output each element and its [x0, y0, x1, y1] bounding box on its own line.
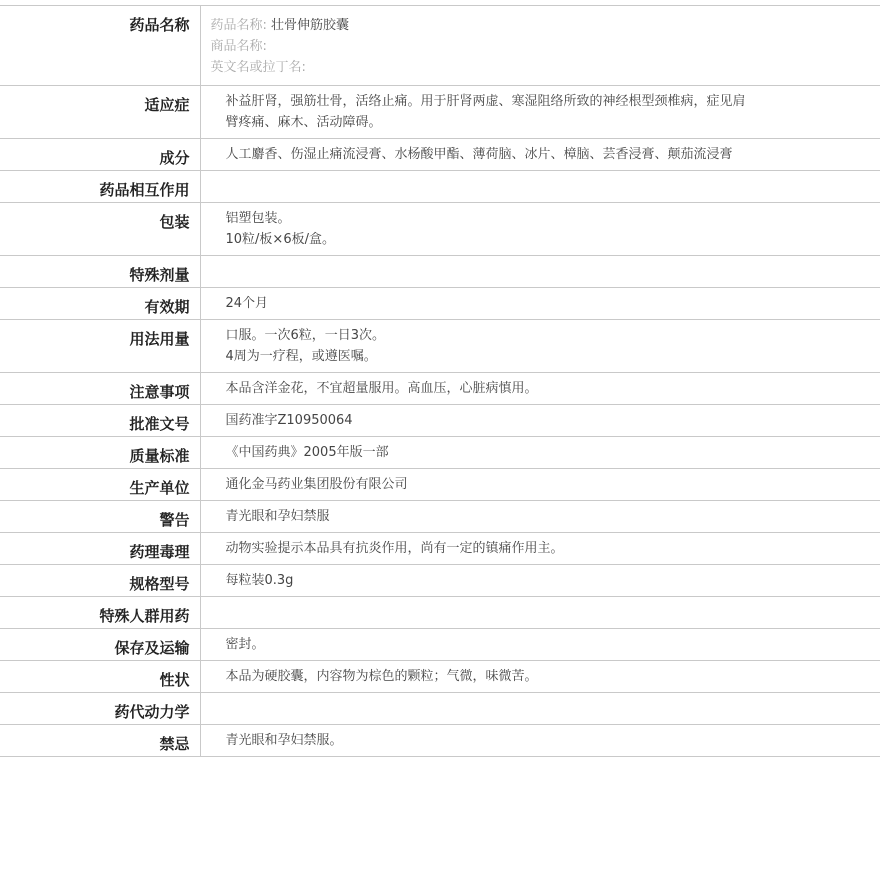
row-label: 注意事项 — [0, 373, 200, 405]
value-line: 国药准字Z10950064 — [225, 413, 353, 428]
row-value — [200, 171, 880, 203]
row-label: 禁忌 — [0, 725, 200, 757]
trade-name-label: 商品名称: — [210, 39, 267, 54]
spec-row-manufacturer — [0, 469, 880, 501]
value-line: 本品为硬胶囊，内容物为棕色的颗粒；气微，味微苦。 — [225, 669, 538, 684]
value-line: 《中国药典》2005年版一部 — [225, 445, 389, 460]
spec-row-special-populations — [0, 597, 880, 629]
row-value — [200, 320, 880, 373]
value-line: 补益肝肾，强筋壮骨，活络止痛。用于肝肾两虚、寒湿阻络所致的神经根型颈椎病，症见肩 — [225, 94, 746, 109]
row-value — [200, 629, 880, 661]
row-value — [200, 405, 880, 437]
row-label: 药品相互作用 — [0, 171, 200, 203]
value-line: 24个月 — [225, 296, 269, 311]
row-value — [200, 469, 880, 501]
spec-row-pharmacology — [0, 533, 880, 565]
row-value — [200, 203, 880, 256]
value-line: 本品含洋金花，不宜超量服用。高血压，心脏病慎用。 — [225, 381, 538, 396]
value-line: 密封。 — [225, 637, 265, 652]
row-label: 包装 — [0, 203, 200, 256]
row-label: 成分 — [0, 139, 200, 171]
value-line: 铝塑包装。 — [225, 211, 291, 226]
row-value — [200, 256, 880, 288]
row-label: 保存及运输 — [0, 629, 200, 661]
value-line: 人工麝香、伤湿止痛流浸膏、水杨酸甲酯、薄荷脑、冰片、樟脑、芸香浸膏、颠茄流浸膏 — [225, 147, 733, 162]
row-label: 特殊人群用药 — [0, 597, 200, 629]
row-label: 有效期 — [0, 288, 200, 320]
spec-row-shelf-life — [0, 288, 880, 320]
spec-row-pharmacokinetics — [0, 693, 880, 725]
row-label: 药理毒理 — [0, 533, 200, 565]
spec-row-packaging — [0, 203, 880, 256]
row-value — [200, 139, 880, 171]
spec-row-description — [0, 661, 880, 693]
row-value — [200, 725, 880, 757]
row-value — [200, 86, 880, 139]
row-value — [200, 693, 880, 725]
value-line: 10粒/板×6板/盒。 — [225, 232, 335, 247]
spec-row-ingredients — [0, 139, 880, 171]
row-label: 药品名称 — [0, 6, 200, 86]
generic-name-label: 药品名称: — [210, 18, 267, 33]
value-line: 青光眼和孕妇禁服 — [225, 509, 330, 524]
row-label: 批准文号 — [0, 405, 200, 437]
value-line: 口服。一次6粒，一日3次。 — [225, 328, 386, 343]
spec-row-warning — [0, 501, 880, 533]
spec-row-approval-number — [0, 405, 880, 437]
row-label: 特殊剂量 — [0, 256, 200, 288]
row-label: 性状 — [0, 661, 200, 693]
row-value — [200, 533, 880, 565]
spec-row-storage — [0, 629, 880, 661]
spec-row-contraindications — [0, 725, 880, 757]
row-label: 质量标准 — [0, 437, 200, 469]
value-line: 臂疼痛、麻木、活动障碍。 — [225, 115, 382, 130]
row-value — [200, 288, 880, 320]
generic-name-value: 壮骨伸筋胶囊 — [271, 18, 350, 33]
row-label: 警告 — [0, 501, 200, 533]
spec-row-precautions — [0, 373, 880, 405]
value-line: 4周为一疗程，或遵医嘱。 — [225, 349, 377, 364]
row-value — [200, 661, 880, 693]
row-value — [200, 565, 880, 597]
row-label: 药代动力学 — [0, 693, 200, 725]
value-line: 通化金马药业集团股份有限公司 — [225, 477, 408, 492]
spec-row-quality-standard — [0, 437, 880, 469]
row-value — [200, 501, 880, 533]
row-label: 用法用量 — [0, 320, 200, 373]
name-block — [200, 6, 880, 86]
spec-row-specification — [0, 565, 880, 597]
row-label: 适应症 — [0, 86, 200, 139]
row-value — [200, 437, 880, 469]
row-value — [200, 373, 880, 405]
row-label: 规格型号 — [0, 565, 200, 597]
spec-row-name — [0, 6, 880, 86]
spec-row-interactions — [0, 171, 880, 203]
value-line: 每粒装0.3g — [225, 573, 294, 588]
row-label: 生产单位 — [0, 469, 200, 501]
drug-spec-table — [0, 5, 880, 757]
english-name-label: 英文名或拉丁名: — [210, 60, 306, 75]
value-line: 青光眼和孕妇禁服。 — [225, 733, 343, 748]
spec-row-indications — [0, 86, 880, 139]
spec-row-dosage — [0, 320, 880, 373]
spec-row-special-dosage — [0, 256, 880, 288]
row-value — [200, 597, 880, 629]
value-line: 动物实验提示本品具有抗炎作用，尚有一定的镇痛作用主。 — [225, 541, 564, 556]
